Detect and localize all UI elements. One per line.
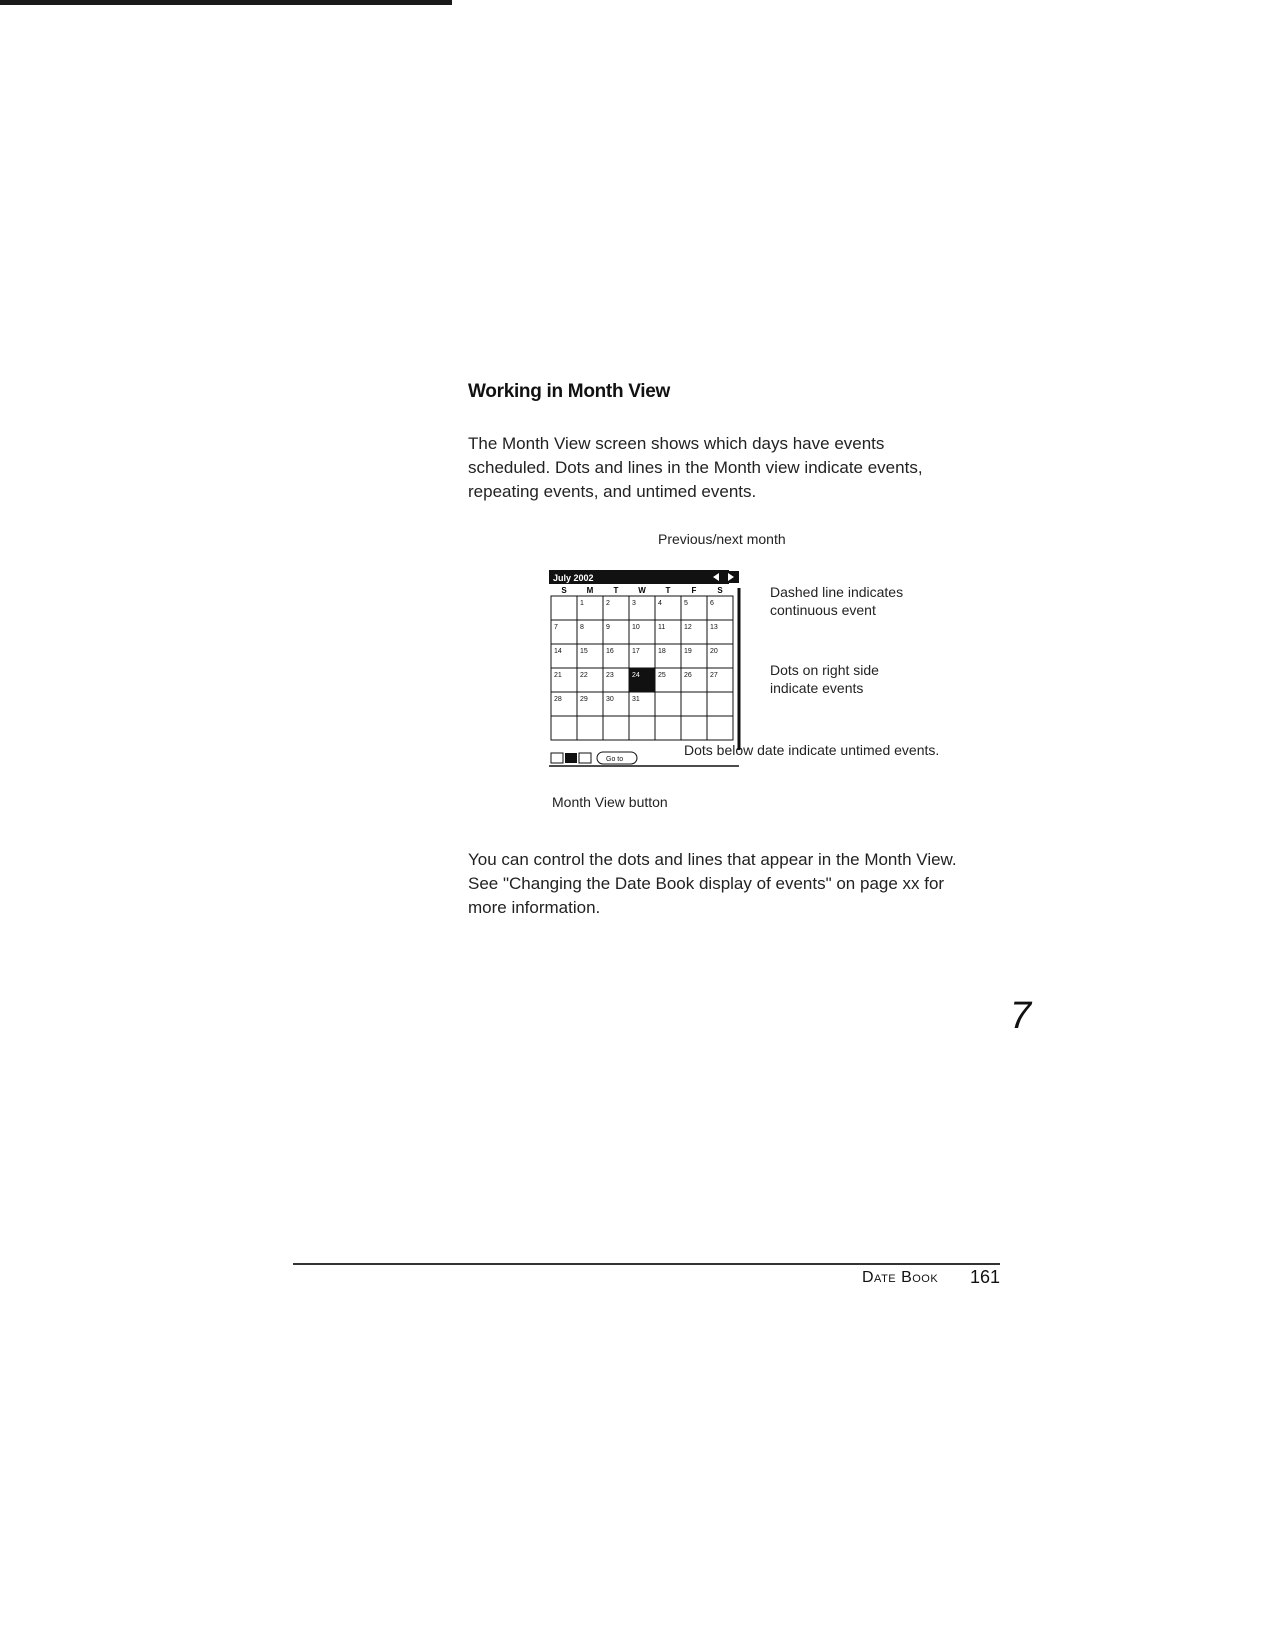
footer-section-title: Date Book: [862, 1269, 939, 1286]
calendar-day-cell[interactable]: [577, 716, 603, 740]
top-rule: [0, 0, 452, 5]
calendar-day-cell[interactable]: [655, 692, 681, 716]
calendar-day-cell[interactable]: [551, 716, 577, 740]
calendar-day-number: 26: [684, 672, 692, 679]
intro-paragraph: The Month View screen shows which days have events scheduled. Dots and lines in the Month view indicate events, repeating events, and untimed events.: [468, 434, 923, 501]
calendar-day-number: 29: [580, 696, 588, 703]
calendar-day-number: 8: [580, 624, 584, 631]
calendar-day-number: 18: [658, 648, 666, 655]
calendar-day-number: 19: [684, 648, 692, 655]
callout-month-view-button: Month View button: [552, 794, 668, 810]
calendar-day-cell[interactable]: [707, 716, 733, 740]
day-header: F: [691, 586, 697, 595]
day-header: T: [665, 586, 671, 595]
callout-dashed-line: Dashed line indicates continuous event: [770, 584, 904, 618]
calendar-day-number: 21: [554, 672, 562, 679]
week-view-button[interactable]: [579, 753, 591, 763]
calendar-day-number: 11: [658, 624, 666, 631]
day-header: S: [717, 586, 723, 595]
calendar-day-number: 25: [658, 672, 666, 679]
footer-page-number: 161: [970, 1267, 1001, 1287]
calendar-day-number: 23: [606, 672, 614, 679]
calendar-day-number: 3: [632, 600, 636, 607]
calendar-day-cell[interactable]: [655, 716, 681, 740]
calendar-day-number: 13: [710, 624, 718, 631]
calendar-day-cell[interactable]: [681, 692, 707, 716]
calendar-day-number: 15: [580, 648, 588, 655]
callout-dots-right: Dots on right side indicate events: [770, 662, 879, 696]
month-view-button[interactable]: [565, 753, 577, 763]
calendar-day-number: 28: [554, 696, 562, 703]
calendar-day-number: 22: [580, 672, 588, 679]
calendar-day-number: 4: [658, 600, 662, 607]
day-header: T: [613, 586, 619, 595]
calendar-day-number: 12: [684, 624, 692, 631]
prev-next-arrows[interactable]: [709, 571, 739, 583]
day-header: W: [638, 586, 646, 595]
callout-prev-next-month: Previous/next month: [658, 531, 786, 547]
calendar-day-number: 27: [710, 672, 718, 679]
day-header: M: [586, 586, 594, 595]
calendar-day-number: 1: [580, 600, 584, 607]
callout-dots-below: Dots below date indicate untimed events.: [684, 742, 940, 758]
calendar-day-number: 31: [632, 696, 640, 703]
day-headers: [561, 586, 723, 595]
calendar-day-number: 30: [606, 696, 614, 703]
calendar-day-cell[interactable]: [681, 716, 707, 740]
calendar-day-number: 16: [606, 648, 614, 655]
day-view-button[interactable]: [551, 753, 563, 763]
calendar-day-number: 2: [606, 600, 610, 607]
calendar-day-number: 24: [632, 672, 640, 679]
calendar-day-number: 7: [554, 624, 558, 631]
bottom-toolbar: [551, 752, 637, 764]
calendar-day-number: 10: [632, 624, 640, 631]
calendar-day-number: 17: [632, 648, 640, 655]
calendar-grid: [551, 596, 733, 740]
calendar-day-cell[interactable]: [551, 596, 577, 620]
calendar-day-cell[interactable]: [603, 716, 629, 740]
calendar-day-number: 20: [710, 648, 718, 655]
calendar-day-number: 9: [606, 624, 610, 631]
calendar-day-cell[interactable]: [629, 716, 655, 740]
section-heading: Working in Month View: [468, 381, 670, 402]
calendar-day-number: 14: [554, 648, 562, 655]
calendar-day-number: 6: [710, 600, 714, 607]
calendar-day-number: 5: [684, 600, 688, 607]
calendar-title: July 2002: [553, 573, 594, 583]
footer-rule: [293, 1263, 1000, 1265]
calendar-day-cell[interactable]: [707, 692, 733, 716]
chapter-number: 7: [1010, 995, 1032, 1037]
month-view-screenshot: [549, 570, 749, 770]
day-header: S: [561, 586, 567, 595]
go-to-label: Go to: [606, 756, 624, 763]
closing-paragraph: You can control the dots and lines that appear in the Month View. See "Changing the Date Book display of events" on page xx for more information.: [468, 850, 957, 917]
